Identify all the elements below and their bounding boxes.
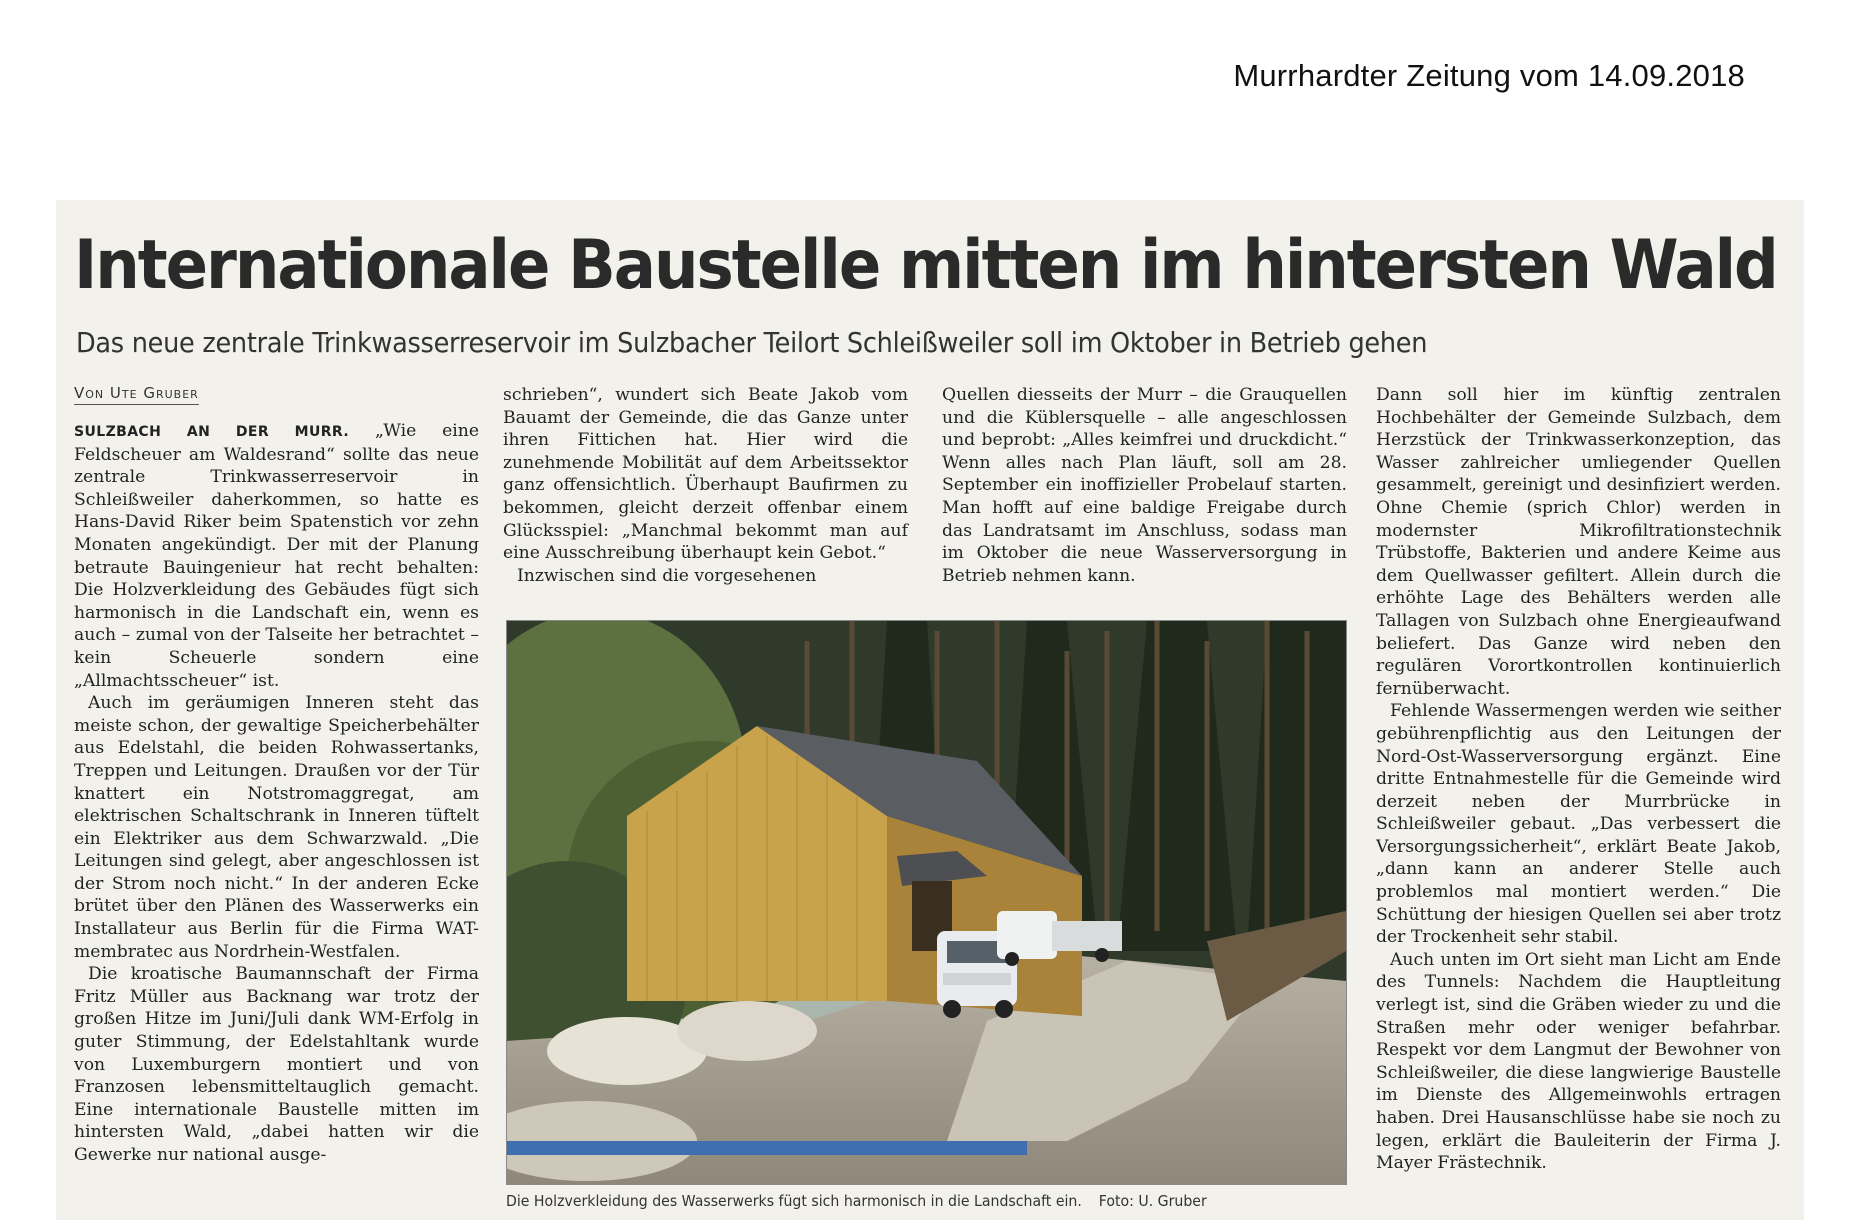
article-headline: Internationale Baustelle mitten im hintersten Wald — [74, 226, 1777, 305]
photo-credit: Foto: U. Gruber — [1098, 1192, 1207, 1210]
article-photo — [506, 620, 1347, 1185]
article-column-2 — [503, 384, 908, 587]
article-byline: Von Ute Gruber — [74, 384, 199, 405]
paragraph: Inzwischen sind die vorgesehenen — [517, 565, 817, 586]
paragraph: Fehlende Wassermengen werden wie seither gebührenpflichtig aus den Leitungen der Nord-Ost-Wasserversorgung ergänzt. Eine dritte Entnahmestelle für die Gemeinde wird derzeit neben der Murrbrücke in Schleißweiler gebaut. „Das verbessert die Versorgungssicherheit“, erklärt Beate Jakob, „dann kann an anderer Stelle auch problemlos mal montiert werden.“ Die Schüttung der hiesigen Quellen sei aber trotz der Trockenheit sehr stabil. — [1376, 701, 1781, 948]
paragraph: SULZBACH AN DER MURR. „Wie eine Feldscheuer am Waldesrand“ sollte das neue zentrale Trinkwasserreservoir in Schleißweiler daherkommen, so hatte es Hans-David Riker beim Spatenstich vor zehn Monaten angekündigt. Der mit der Planung betraute Bauingenieur hat recht behalten: Die Holzverkleidung des Gebäudes fügt sich harmonisch in die Landschaft ein, wenn es auch – zumal von der Talseite her betrachtet – kein Scheuerle sondern eine „Allmachtsscheuer“ ist. — [74, 421, 480, 691]
paragraph: schrieben“, wundert sich Beate Jakob vom Bauamt der Gemeinde, die das Ganze unter ihren Fittichen hat. Hier wird die zunehmende Mobilität auf dem Arbeitssektor ganz offensichtlich. Überhaupt Baufirmen zu bekommen, gleicht derzeit offenbar einem Glücksspiel: „Manchmal bekommt man auf eine Ausschreibung überhaupt kein Gebot.“ — [503, 385, 908, 564]
article-column-4 — [1376, 384, 1781, 1175]
paragraph: Die kroatische Baumannschaft der Firma Fritz Müller aus Backnang war trotz der großen Hitze im Juni/Juli dank WM-Erfolg in guter Stimmung, der Edelstahltank wurde von Luxemburgern montiert und von Franzosen lebensmitteltauglich gemacht. Eine internationale Baustelle mitten im hintersten Wald, „dabei hatten wir die Gewerke nur national ausge- — [74, 964, 479, 1165]
dateline: SULZBACH AN DER MURR. — [74, 424, 350, 440]
article-subheadline: Das neue zentrale Trinkwasserreservoir im Sulzbacher Teilort Schleißweiler soll im Oktober in Betrieb gehen — [76, 327, 1428, 359]
caption-text: Die Holzverkleidung des Wasserwerks fügt sich harmonisch in die Landschaft ein. — [506, 1192, 1082, 1210]
paragraph: Auch unten im Ort sieht man Licht am Ende des Tunnels: Nachdem die Hauptleitung verlegt ist, sind die Gräben wieder zu und die Straßen mehr oder weniger befahrbar. Respekt vor dem Langmut der Bewohner von Schleißweiler, die diese langwierige Baustelle im Dienste des Allgemeinwohls ertragen haben. Drei Hausanschlüsse habe sie noch zu legen, erklärt die Bauleiterin der Firma J. Mayer Frästechnik. — [1376, 949, 1781, 1174]
photo-caption — [506, 1192, 1295, 1210]
paragraph: Quellen diesseits der Murr – die Grauquellen und die Küblersquelle – alle angeschlossen und beprobt: „Alles keimfrei und druckdicht.“ Wenn alles nach Plan läuft, soll am 28. September ein inoffizieller Probelauf starten. Man hofft auf eine baldige Freigabe durch das Landratsamt im Anschluss, sodass man im Oktober die neue Wasserversorgung in Betrieb nehmen kann. — [942, 385, 1347, 586]
paragraph: Dann soll hier im künftig zentralen Hochbehälter der Gemeinde Sulzbach, dem Herzstück der Trinkwasserkonzeption, das Wasser zahlreicher umliegender Quellen gesammelt, gereinigt und desinfiziert werden. Ohne Chemie (sprich Chlor) werden in modernster Mikrofiltrationstechnik Trübstoffe, Bakterien und andere Keime aus dem Quellwasser gefiltert. Allein durch die erhöhte Lage des Behälters werden alle Tallagen von Sulzbach ohne Energieaufwand beliefert. Das Ganze wird neben den regulären Vorortkontrollen kontinuierlich fernüberwacht. — [1376, 385, 1781, 699]
article-column-1 — [74, 420, 479, 1167]
source-line: Murrhardter Zeitung vom 14.09.2018 — [1233, 58, 1745, 93]
article-column-3 — [942, 384, 1347, 587]
paragraph: Auch im geräumigen Inneren steht das meiste schon, der gewaltige Speicherbehälter aus Edelstahl, die beiden Rohwassertanks, Treppen und Leitungen. Draußen vor der Tür knattert ein Notstromaggregat, am elektrischen Schaltschrank in Inneren tüftelt ein Elektriker aus dem Schwarzwald. „Die Leitungen sind gelegt, aber angeschlossen ist der Strom noch nicht.“ In der anderen Ecke brütet über den Plänen des Wasserwerks ein Installateur aus Berlin für die Firma WAT-membratec aus Nordrhein-Westfalen. — [74, 693, 479, 962]
